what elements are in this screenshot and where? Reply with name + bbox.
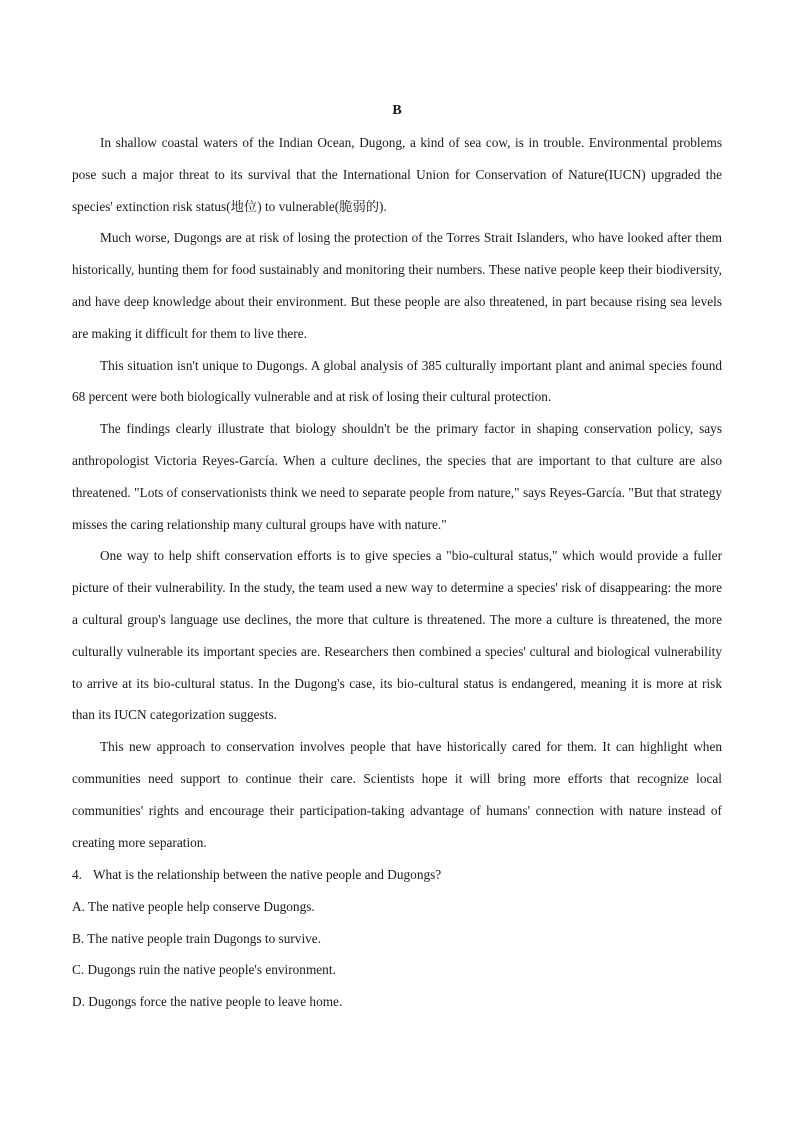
question-text: What is the relationship between the native people and Dugongs? bbox=[93, 867, 442, 882]
option-c: C. Dugongs ruin the native people's environment. bbox=[72, 962, 336, 978]
passage-paragraph-6: This new approach to conservation involves people that have historically cared for them. It can highlight when communities need support to continue their care. Scientists hope it will bring more efforts that recognize local communities' rights and encourage their participation-taking advantage of humans' connection with nature instead of creating more separation. bbox=[72, 739, 722, 850]
question-number: 4. bbox=[72, 867, 82, 882]
section-heading: B bbox=[392, 103, 402, 118]
passage-paragraph-1: In shallow coastal waters of the Indian Ocean, Dugong, a kind of sea cow, is in trouble. Environmental problems pose such a major threat to its survival that the International Union for Conservation of Nature(IUCN) upgraded the species' extinction risk status(地位) to vulnerable(脆弱的). bbox=[72, 135, 722, 214]
question-block bbox=[72, 859, 722, 1018]
option-a: A. The native people help conserve Dugongs. bbox=[72, 898, 315, 914]
passage-paragraph-5: One way to help shift conservation efforts is to give species a "bio-cultural status," which would provide a fuller picture of their vulnerability. In the study, the team used a new way to determine a species' risk of disappearing: the more a cultural group's language use declines, the more that culture is threatened. The more a culture is threatened, the more culturally vulnerable its important species are. Researchers then combined a species' cultural and biological vulnerability to arrive at its bio-cultural status. In the Dugong's case, its bio-cultural status is endangered, meaning it is more at risk than its IUCN categorization suggests. bbox=[72, 548, 722, 723]
option-b: B. The native people train Dugongs to survive. bbox=[72, 930, 322, 946]
question-stem bbox=[72, 859, 722, 891]
passage-paragraph-3: This situation isn't unique to Dugongs. A global analysis of 385 culturally important plant and animal species found 68 percent were both biologically vulnerable and at risk of losing their cultural protection. bbox=[72, 357, 722, 405]
option-d: D. Dugongs force the native people to leave home. bbox=[72, 994, 343, 1010]
passage-paragraph-4: The findings clearly illustrate that biology shouldn't be the primary factor in shaping conservation policy, says anthropologist Victoria Reyes-García. When a culture declines, the species that are important to that culture are also threatened. "Lots of conservationists think we need to separate people from nature," says Reyes-García. "But that strategy misses the caring relationship many cultural groups have with nature." bbox=[72, 421, 722, 532]
passage-paragraph-2: Much worse, Dugongs are at risk of losing the protection of the Torres Strait Islanders, who have looked after them historically, hunting them for food sustainably and monitoring their numbers. These native people keep their biodiversity, and have deep knowledge about their environment. But these people are also threatened, in part because rising sea levels are making it difficult for them to live there. bbox=[72, 230, 722, 341]
reading-passage bbox=[72, 127, 722, 858]
